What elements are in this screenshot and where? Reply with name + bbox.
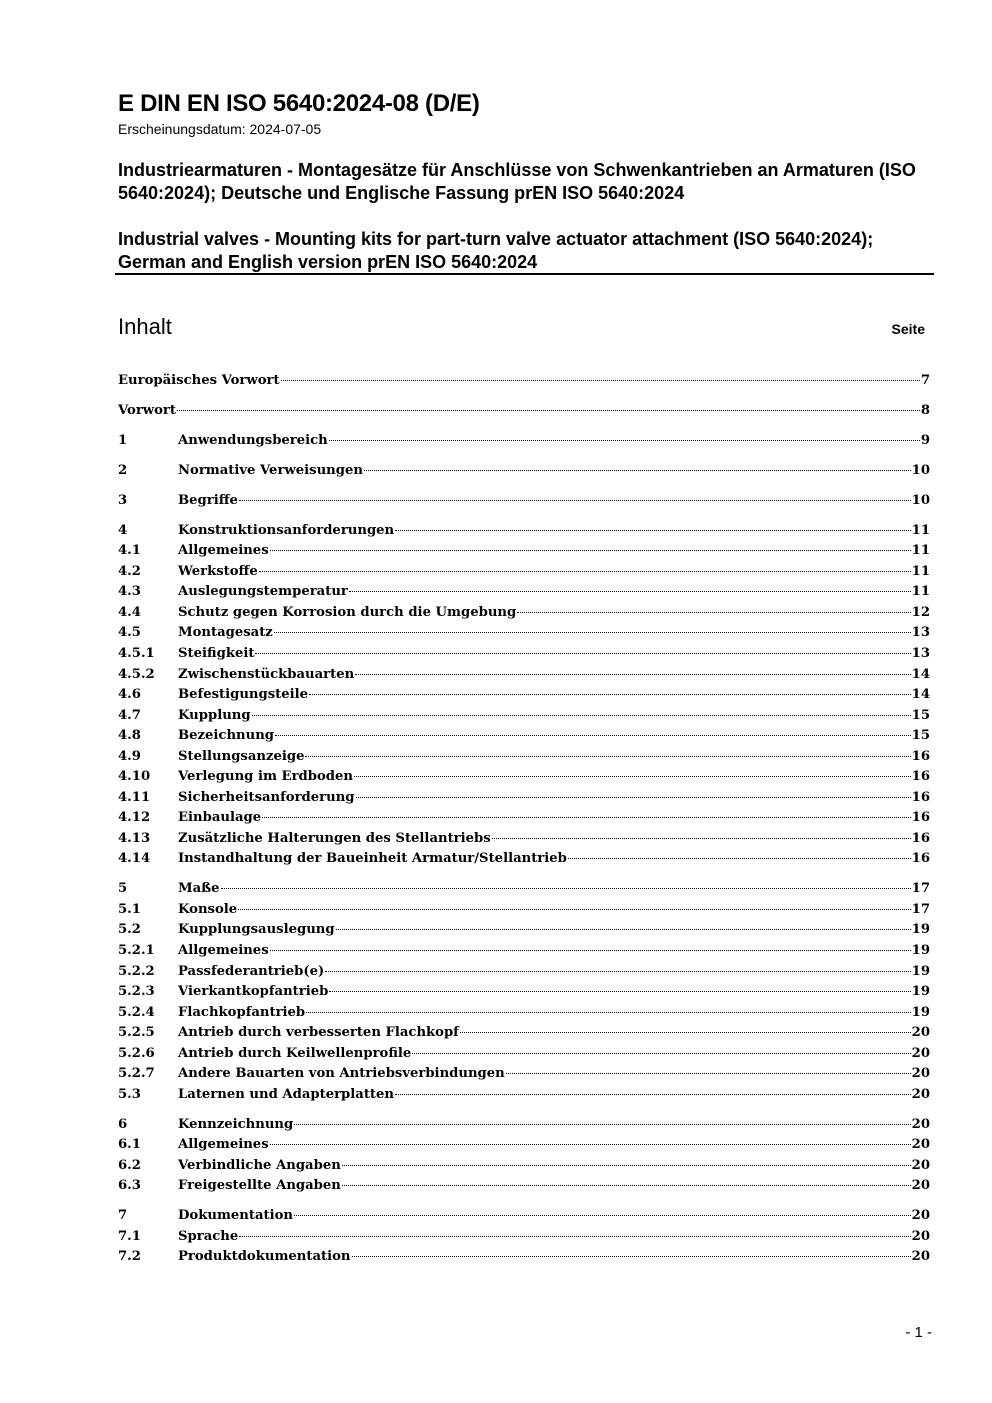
toc-section-number: 7	[118, 1208, 128, 1224]
toc-section-title: Verbindliche Angaben	[178, 1157, 341, 1173]
toc-section-title: Freigestellte Angaben	[178, 1178, 341, 1194]
toc-section-number: 4.5.1	[118, 645, 155, 661]
toc-dot-leader	[349, 591, 911, 592]
toc-entry[interactable]	[118, 685, 930, 706]
toc-section-number: 5.2	[118, 922, 141, 938]
toc-section-number: 5.3	[118, 1086, 141, 1102]
toc-section-number: 5.2.1	[118, 943, 155, 959]
toc-entry[interactable]	[118, 706, 930, 727]
toc-page-number: 19	[911, 984, 930, 1000]
toc-entry[interactable]	[118, 982, 930, 1003]
toc-page-number: 11	[911, 563, 930, 579]
toc-entry[interactable]	[118, 849, 930, 870]
toc-page-number: 19	[911, 963, 930, 979]
toc-dot-leader	[568, 858, 911, 859]
toc-page-number: 20	[911, 1137, 930, 1153]
toc-section-number: 4.14	[118, 851, 151, 867]
toc-section-title: Verlegung im Erdboden	[178, 769, 353, 785]
toc-page-number: 9	[920, 432, 930, 448]
toc-section-title: Laternen und Adapterplatten	[178, 1086, 394, 1102]
toc-section-title: Vorwort	[118, 402, 176, 418]
toc-entry[interactable]	[118, 829, 930, 850]
toc-entry[interactable]	[118, 767, 930, 788]
toc-section-title: Befestigungsteile	[178, 687, 309, 703]
toc-section-title: Allgemeines	[178, 543, 269, 559]
toc-entry[interactable]	[118, 401, 930, 422]
toc-entry[interactable]	[118, 371, 930, 392]
toc-section-title: Passfederantrieb(e)	[178, 963, 325, 979]
toc-section-title: Anwendungsbereich	[178, 432, 328, 448]
toc-entry[interactable]	[118, 623, 930, 644]
toc-entry[interactable]	[118, 1023, 930, 1044]
toc-section-number: 4.13	[118, 830, 151, 846]
toc-section-title: Sprache	[178, 1228, 239, 1244]
toc-section-title: Dokumentation	[178, 1208, 294, 1224]
toc-dot-leader	[517, 612, 910, 613]
toc-section-number: 5	[118, 881, 128, 897]
toc-page-number: 16	[911, 769, 930, 785]
toc-section-title: Produktdokumentation	[178, 1249, 351, 1265]
toc-entry[interactable]	[118, 1156, 930, 1177]
toc-dot-leader	[294, 1215, 911, 1216]
toc-section-number: 4.10	[118, 769, 151, 785]
toc-page-number: 16	[911, 810, 930, 826]
toc-dot-leader	[354, 776, 911, 777]
toc-page-number: 20	[911, 1228, 930, 1244]
toc-page-number: 19	[911, 922, 930, 938]
toc-page-number: 11	[911, 543, 930, 559]
toc-dot-leader	[270, 1144, 911, 1145]
toc-entry[interactable]	[118, 603, 930, 624]
toc-page-number: 13	[911, 645, 930, 661]
toc-dot-leader	[262, 817, 910, 818]
toc-page-number: 20	[911, 1249, 930, 1265]
toc-section-number: 6.1	[118, 1137, 141, 1153]
toc-section-title: Konstruktionsanforderungen	[178, 522, 395, 538]
toc-section-title: Sicherheitsanforderung	[178, 789, 355, 805]
toc-entry[interactable]	[118, 1176, 930, 1197]
toc-section-number: 4.9	[118, 748, 141, 764]
toc-section-number: 4.5.2	[118, 666, 155, 682]
title-english: Industrial valves - Mounting kits for part-turn valve actuator attachment (ISO 5640:2024); German and English version prEN ISO 5640:2024	[118, 229, 874, 272]
toc-section-title: Vierkantkopfantrieb	[178, 984, 329, 1000]
toc-page-number: 10	[911, 492, 930, 508]
toc-section-title: Bezeichnung	[178, 728, 275, 744]
toc-entry[interactable]	[118, 491, 930, 512]
toc-dot-leader	[342, 1185, 911, 1186]
toc-page-number: 17	[911, 881, 930, 897]
toc-section-title: Einbaulage	[178, 810, 262, 826]
toc-dot-leader	[252, 715, 911, 716]
toc-section-number: 2	[118, 462, 128, 478]
toc-entry[interactable]	[118, 726, 930, 747]
toc-section-number: 5.2.7	[118, 1066, 155, 1082]
toc-dot-leader	[238, 909, 910, 910]
toc-dot-leader	[259, 571, 911, 572]
toc-page-number: 14	[911, 666, 930, 682]
toc-entry[interactable]	[118, 461, 930, 482]
toc-page-number: 7	[920, 373, 930, 388]
toc-entry[interactable]	[118, 1115, 930, 1136]
toc-entry[interactable]	[118, 1227, 930, 1248]
toc-section-number: 4.1	[118, 543, 141, 559]
toc-page-number: 12	[911, 604, 930, 620]
toc-section-number: 5.2.2	[118, 963, 155, 979]
contents-heading: Inhalt	[118, 314, 172, 339]
toc-page-number: 15	[911, 707, 930, 723]
toc-page-number: 8	[920, 402, 930, 418]
toc-dot-leader	[294, 1124, 910, 1125]
toc-section-title: Steifigkeit	[178, 645, 255, 661]
toc-section-title: Instandhaltung der Baueinheit Armatur/Stellantrieb	[178, 851, 567, 867]
toc-entry[interactable]	[118, 1135, 930, 1156]
toc-page-number: 20	[911, 1208, 930, 1224]
toc-section-number: 4.7	[118, 707, 141, 723]
toc-dot-leader	[329, 991, 910, 992]
toc-page-number: 20	[911, 1086, 930, 1102]
toc-dot-leader	[239, 1236, 910, 1237]
toc-dot-leader	[306, 1012, 910, 1013]
toc-dot-leader	[270, 950, 911, 951]
toc-entry[interactable]	[118, 808, 930, 829]
toc-section-number: 6	[118, 1116, 128, 1132]
toc-dot-leader	[255, 653, 910, 654]
toc-dot-leader	[395, 530, 911, 531]
toc-page-number: 16	[911, 748, 930, 764]
toc-section-number: 5.2.6	[118, 1045, 155, 1061]
toc-section-title: Europäisches Vorwort	[118, 373, 280, 388]
footer-page-number: - 1 -	[905, 1324, 932, 1341]
toc-dot-leader	[270, 550, 911, 551]
toc-section-title: Normative Verweisungen	[178, 462, 363, 478]
toc-dot-leader	[364, 470, 911, 471]
toc-dot-leader	[325, 971, 910, 972]
toc-section-number: 4	[118, 522, 128, 538]
publication-date: Erscheinungsdatum: 2024-07-05	[118, 121, 322, 137]
toc-dot-leader	[177, 410, 920, 411]
toc-dot-leader	[460, 1032, 911, 1033]
toc-entry[interactable]	[118, 1206, 930, 1227]
toc-page-number: 15	[911, 728, 930, 744]
toc-dot-leader	[275, 735, 911, 736]
toc-page-number: 19	[911, 1004, 930, 1020]
toc-page-number: 19	[911, 943, 930, 959]
toc-entry[interactable]	[118, 562, 930, 583]
toc-dot-leader	[329, 440, 920, 441]
toc-entry[interactable]	[118, 665, 930, 686]
toc-section-title: Allgemeines	[178, 943, 269, 959]
toc-page-number: 20	[911, 1178, 930, 1194]
table-of-contents	[118, 371, 930, 1268]
toc-dot-leader	[506, 1073, 911, 1074]
toc-dot-leader	[281, 380, 920, 381]
toc-dot-leader	[305, 756, 910, 757]
toc-entry[interactable]	[118, 941, 930, 962]
toc-page-number: 20	[911, 1157, 930, 1173]
toc-section-title: Kupplungsauslegung	[178, 922, 335, 938]
toc-section-title: Flachkopfantrieb	[178, 1004, 306, 1020]
toc-entry[interactable]	[118, 962, 930, 983]
toc-section-number: 3	[118, 492, 128, 508]
toc-page-number: 11	[911, 584, 930, 600]
toc-section-title: Antrieb durch Keilwellenprofile	[178, 1045, 412, 1061]
toc-section-number: 6.2	[118, 1157, 141, 1173]
toc-entry[interactable]	[118, 920, 930, 941]
toc-dot-leader	[342, 1165, 911, 1166]
toc-section-number: 5.2.5	[118, 1025, 155, 1041]
toc-entry[interactable]	[118, 541, 930, 562]
toc-section-number: 4.11	[118, 789, 151, 805]
toc-section-title: Konsole	[178, 901, 238, 917]
toc-page-number: 16	[911, 830, 930, 846]
toc-section-number: 1	[118, 432, 128, 448]
toc-dot-leader	[352, 1256, 911, 1257]
toc-section-number: 5.2.4	[118, 1004, 155, 1020]
document-id: E DIN EN ISO 5640:2024-08 (D/E)	[118, 90, 480, 117]
toc-section-number: 7.2	[118, 1249, 141, 1265]
toc-section-title: Kennzeichnung	[178, 1116, 294, 1132]
toc-section-title: Werkstoffe	[178, 563, 258, 579]
toc-dot-leader	[492, 838, 911, 839]
toc-entry[interactable]	[118, 1247, 930, 1268]
toc-section-number: 4.5	[118, 625, 141, 641]
toc-entry[interactable]	[118, 521, 930, 542]
toc-section-number: 4.12	[118, 810, 151, 826]
toc-page-number: 11	[911, 522, 930, 538]
toc-section-title: Zwischenstückbauarten	[178, 666, 355, 682]
toc-entry[interactable]	[118, 879, 930, 900]
toc-dot-leader	[412, 1053, 910, 1054]
toc-page-number: 17	[911, 901, 930, 917]
toc-page-number: 20	[911, 1045, 930, 1061]
toc-entry[interactable]	[118, 1044, 930, 1065]
toc-entry[interactable]	[118, 431, 930, 452]
toc-entry[interactable]	[118, 747, 930, 768]
toc-dot-leader	[221, 888, 911, 889]
toc-section-title: Zusätzliche Halterungen des Stellantriebs	[178, 830, 491, 846]
toc-page-number: 16	[911, 851, 930, 867]
toc-page-number: 13	[911, 625, 930, 641]
toc-dot-leader	[309, 694, 911, 695]
toc-entry[interactable]	[118, 1003, 930, 1024]
toc-section-title: Auslegungstemperatur	[178, 584, 348, 600]
toc-section-title: Kupplung	[178, 707, 251, 723]
toc-section-title: Begriffe	[178, 492, 238, 508]
toc-entry[interactable]	[118, 1085, 930, 1106]
toc-section-number: 5.2.3	[118, 984, 155, 1000]
page-column-label: Seite	[891, 321, 925, 337]
toc-section-number: 4.4	[118, 604, 141, 620]
toc-section-title: Montagesatz	[178, 625, 273, 641]
toc-entry[interactable]	[118, 644, 930, 665]
toc-section-number: 5.1	[118, 901, 141, 917]
toc-section-number: 4.2	[118, 563, 141, 579]
header-divider	[115, 273, 934, 275]
toc-entry[interactable]	[118, 788, 930, 809]
toc-section-number: 7.1	[118, 1228, 141, 1244]
toc-dot-leader	[336, 929, 911, 930]
toc-page-number: 20	[911, 1066, 930, 1082]
toc-section-title: Allgemeines	[178, 1137, 269, 1153]
toc-dot-leader	[356, 797, 911, 798]
toc-section-title: Andere Bauarten von Antriebsverbindungen	[178, 1066, 505, 1082]
toc-section-title: Maße	[178, 881, 220, 897]
toc-dot-leader	[274, 632, 911, 633]
title-german: Industriearmaturen - Montagesätze für Anschlüsse von Schwenkantrieben an Armaturen (ISO 5640:2024); Deutsche und Englische Fassung prEN ISO 5640:2024	[118, 160, 916, 203]
toc-dot-leader	[395, 1094, 911, 1095]
toc-section-number: 4.6	[118, 687, 141, 703]
toc-page-number: 16	[911, 789, 930, 805]
toc-page-number: 14	[911, 687, 930, 703]
toc-section-title: Stellungsanzeige	[178, 748, 305, 764]
toc-section-number: 4.8	[118, 728, 141, 744]
toc-section-number: 6.3	[118, 1178, 141, 1194]
toc-entry[interactable]	[118, 1064, 930, 1085]
toc-page-number: 20	[911, 1116, 930, 1132]
toc-section-title: Schutz gegen Korrosion durch die Umgebung	[178, 604, 517, 620]
toc-dot-leader	[355, 674, 910, 675]
toc-page-number: 20	[911, 1025, 930, 1041]
toc-dot-leader	[239, 500, 911, 501]
toc-entry[interactable]	[118, 582, 930, 603]
toc-section-number: 4.3	[118, 584, 141, 600]
toc-page-number: 10	[911, 462, 930, 478]
toc-entry[interactable]	[118, 900, 930, 921]
toc-section-title: Antrieb durch verbesserten Flachkopf	[178, 1025, 459, 1041]
